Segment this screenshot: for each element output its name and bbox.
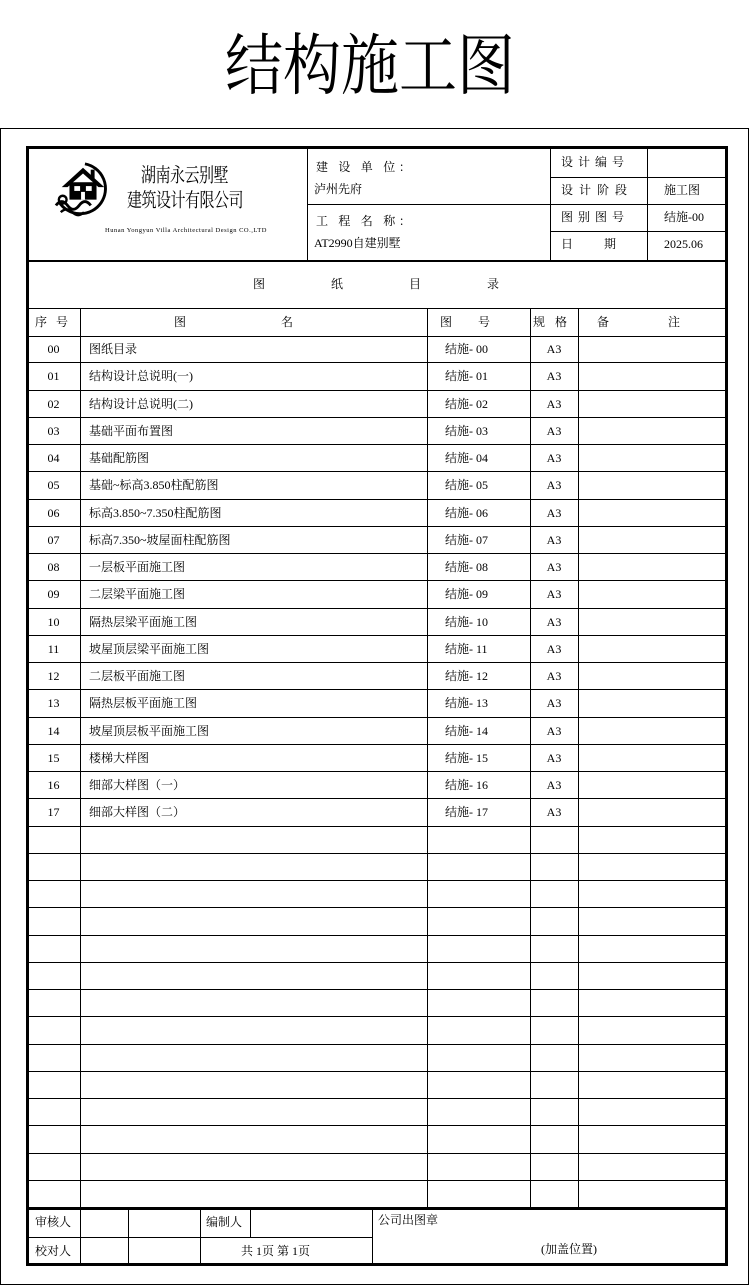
column-header-name: 图 名	[174, 315, 340, 329]
drawing-code: 结施- 09	[445, 587, 488, 602]
field-drawing-code	[550, 204, 727, 231]
company-name-en: Hunan Yongyun Villa Architectural Design CO.,LTD	[105, 227, 267, 234]
blank-row	[27, 936, 727, 963]
drawing-name: 细部大样图（二）	[89, 805, 186, 820]
table-row	[27, 663, 727, 690]
table-row	[27, 554, 727, 581]
index-title: 图 纸 目 录	[253, 277, 531, 291]
project-value: AT2990自建别墅	[314, 236, 401, 250]
page-title: 结构施工图	[224, 26, 515, 105]
field-label: 设 计 阶 段	[561, 183, 629, 197]
drawing-name: 二层板平面施工图	[89, 669, 186, 683]
drawing-seq: 01	[47, 369, 60, 384]
column-header-no: 序 号	[35, 315, 72, 329]
table-row	[27, 581, 727, 608]
column-header-remark: 备 注	[597, 315, 709, 329]
blank-row	[27, 963, 727, 990]
drawing-code: 结施- 00	[445, 342, 488, 356]
grid-line	[27, 260, 727, 262]
drawing-seq: 04	[47, 451, 60, 465]
drawing-seq: 12	[47, 669, 60, 683]
field-label: 图 别 图 号	[561, 210, 626, 224]
grid-line	[427, 308, 428, 1208]
stamp-hint: (加盖位置)	[541, 1242, 597, 1256]
drawing-name: 隔热层梁平面施工图	[89, 614, 198, 629]
sheet-size: A3	[546, 342, 562, 356]
table-row	[27, 690, 727, 717]
sheet-size: A3	[546, 723, 562, 738]
drawing-code: 结施- 16	[445, 778, 488, 792]
field-date	[550, 231, 727, 260]
drawing-code: 结施- 08	[445, 560, 488, 574]
sheet-size: A3	[546, 396, 562, 411]
drawing-seq: 00	[47, 342, 60, 356]
drawing-name: 结构设计总说明(一)	[89, 369, 193, 384]
table-row	[27, 363, 727, 390]
sheet-size: A3	[546, 451, 562, 465]
drawing-code: 结施- 15	[445, 750, 488, 765]
blank-row	[27, 1154, 727, 1181]
drawing-code: 结施- 13	[445, 696, 488, 711]
table-row	[27, 336, 727, 363]
grid-line	[550, 231, 727, 232]
drawing-seq: 16	[47, 778, 60, 792]
drawing-code: 结施- 17	[445, 805, 488, 820]
table-row	[27, 445, 727, 472]
blank-row	[27, 854, 727, 881]
table-row	[27, 418, 727, 445]
blank-row	[27, 1072, 727, 1099]
blank-row	[27, 1126, 727, 1153]
drawing-seq: 05	[47, 478, 60, 493]
column-header-size: 规 格	[533, 315, 571, 329]
stamp-label: 公司出图章	[378, 1213, 439, 1227]
table-row	[27, 772, 727, 799]
sheet-size: A3	[546, 805, 562, 820]
blank-row	[27, 990, 727, 1017]
sheet-size: A3	[546, 778, 562, 792]
field-design-number	[550, 147, 727, 177]
sheet-size: A3	[546, 478, 562, 493]
table-row	[27, 745, 727, 772]
sheet-size: A3	[546, 505, 562, 520]
drawing-name: 结构设计总说明(二)	[89, 396, 193, 411]
drawing-code: 结施- 01	[445, 369, 488, 384]
page-count: 共 1页 第 1页	[241, 1244, 311, 1258]
table-row	[27, 609, 727, 636]
drawing-seq: 03	[47, 423, 60, 438]
grid-line	[307, 204, 727, 205]
field-design-stage	[550, 177, 727, 204]
drawing-code: 结施- 04	[445, 451, 488, 465]
grid-line	[530, 308, 531, 1208]
drawing-seq: 14	[47, 723, 60, 738]
blank-row	[27, 908, 727, 935]
drawing-code: 结施- 14	[445, 723, 488, 738]
drawing-code: 结施- 05	[445, 478, 488, 493]
drawing-seq: 13	[47, 696, 60, 711]
field-value: 结施-00	[664, 210, 704, 224]
field-label: 日 期	[561, 237, 631, 251]
drawing-name: 二层梁平面施工图	[89, 587, 186, 602]
sheet-size: A3	[546, 669, 562, 683]
grid-line	[128, 1208, 129, 1265]
grid-line	[250, 1208, 251, 1237]
house-wave-logo-icon	[52, 160, 114, 218]
sheet-size: A3	[546, 587, 562, 602]
drawing-name: 图纸目录	[89, 342, 138, 356]
field-value: 2025.06	[664, 237, 703, 251]
blank-row	[27, 1045, 727, 1072]
sheet-size: A3	[546, 423, 562, 438]
drawing-seq: 06	[47, 505, 60, 520]
grid-line	[27, 336, 727, 337]
reviewer-label: 审核人	[35, 1215, 72, 1229]
drawing-name: 基础平面布置图	[89, 423, 174, 438]
drawing-code: 结施- 10	[445, 614, 488, 629]
client-label: 建 设 单 位：	[316, 160, 415, 174]
drawing-name: 坡屋顶层梁平面施工图	[89, 641, 210, 656]
column-header-drawing-no: 图 号	[440, 315, 502, 329]
drawing-seq: 15	[47, 750, 60, 765]
drawing-seq: 11	[47, 641, 60, 656]
blank-row	[27, 881, 727, 908]
drawing-name: 坡屋顶层板平面施工图	[89, 723, 210, 738]
drawing-name: 一层板平面施工图	[89, 560, 186, 574]
table-row	[27, 636, 727, 663]
drawing-code: 结施- 11	[445, 641, 488, 656]
drawing-code: 结施- 02	[445, 396, 488, 411]
drawing-seq: 17	[47, 805, 60, 820]
drawing-code: 结施- 12	[445, 669, 488, 683]
client-value: 泸州先府	[314, 182, 363, 196]
drawing-name: 细部大样图（一）	[89, 778, 186, 792]
checker-label: 校对人	[35, 1244, 72, 1258]
index-rows	[27, 336, 727, 1208]
table-row	[27, 391, 727, 418]
drawing-seq: 07	[47, 532, 60, 547]
table-header	[27, 308, 727, 336]
drawing-code: 结施- 07	[445, 532, 488, 547]
drawing-name: 基础~标高3.850柱配筋图	[89, 478, 219, 493]
field-label: 设 计 编 号	[561, 155, 626, 169]
drawing-name: 标高3.850~7.350柱配筋图	[89, 505, 222, 520]
sheet-size: A3	[546, 560, 562, 574]
drawing-name: 隔热层板平面施工图	[89, 696, 198, 711]
drawing-name: 基础配筋图	[89, 451, 150, 465]
table-row	[27, 527, 727, 554]
drawing-name: 楼梯大样图	[89, 750, 150, 765]
sheet-size: A3	[546, 369, 562, 384]
drawing-name: 标高7.350~坡屋面柱配筋图	[89, 532, 231, 547]
sheet-size: A3	[546, 532, 562, 547]
grid-line	[80, 1208, 81, 1265]
grid-line	[200, 1208, 201, 1265]
grid-line	[372, 1208, 373, 1265]
drawing-index-sheet	[27, 147, 727, 1265]
blank-row	[27, 827, 727, 854]
company-name-line2: 建筑设计有限公司	[127, 190, 244, 212]
drawing-code: 结施- 03	[445, 423, 488, 438]
company-name-line1: 湖南永云别墅	[141, 165, 229, 187]
grid-line	[80, 308, 81, 1208]
blank-row	[27, 1017, 727, 1044]
grid-line	[578, 308, 579, 1208]
project-label: 工 程 名 称：	[316, 214, 415, 228]
blank-row	[27, 1181, 727, 1208]
table-row	[27, 500, 727, 527]
blank-row	[27, 1099, 727, 1126]
sheet-size: A3	[546, 641, 562, 656]
table-row	[27, 472, 727, 499]
drawing-seq: 10	[47, 614, 60, 629]
compiler-label: 编制人	[206, 1215, 243, 1229]
grid-line	[27, 308, 727, 309]
sheet-size: A3	[546, 614, 562, 629]
grid-line	[550, 177, 727, 178]
drawing-seq: 08	[47, 560, 60, 574]
field-value: 施工图	[664, 183, 701, 197]
grid-line	[27, 1208, 727, 1210]
drawing-seq: 09	[47, 587, 60, 602]
table-row	[27, 799, 727, 826]
sheet-size: A3	[546, 696, 562, 711]
drawing-seq: 02	[47, 396, 60, 411]
drawing-code: 结施- 06	[445, 505, 488, 520]
table-row	[27, 718, 727, 745]
sheet-size: A3	[546, 750, 562, 765]
